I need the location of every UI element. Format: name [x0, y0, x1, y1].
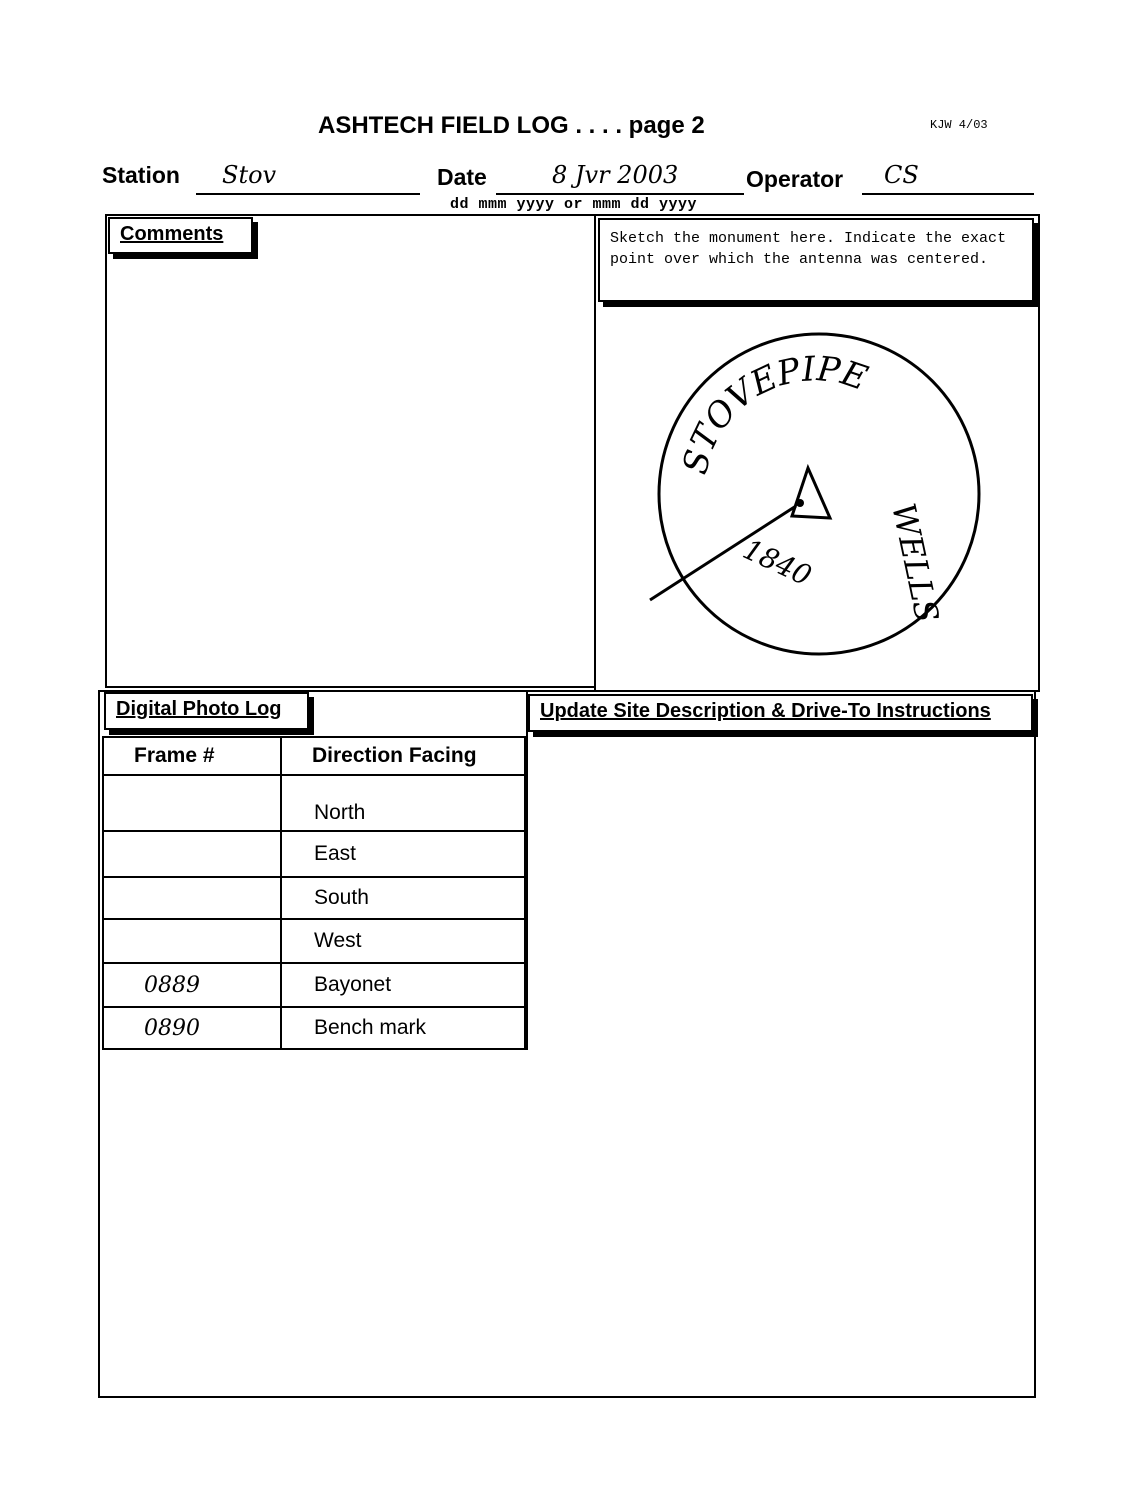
page-title: ASHTECH FIELD LOG . . . . page 2 [318, 112, 705, 139]
direction-cell: South [281, 877, 525, 919]
photo-log-header-row [103, 737, 525, 775]
disk-text-year: 1840 [738, 532, 817, 593]
disk-text-wells: WELLS [884, 499, 947, 626]
site-description-area[interactable] [528, 736, 1030, 1386]
photo-log-header: Digital Photo Log [104, 692, 309, 730]
sketch-instructions: Sketch the monument here. Indicate the exact point over which the antenna was centered. [598, 218, 1034, 302]
revision-code: KJW 4/03 [930, 118, 988, 132]
direction-cell: East [281, 831, 525, 877]
date-field[interactable] [496, 161, 744, 195]
antenna-center-point [796, 499, 804, 507]
monument-sketch [596, 306, 1036, 686]
direction-cell: Bayonet [281, 963, 525, 1007]
comments-panel[interactable] [105, 214, 596, 688]
station-label: Station [102, 162, 180, 188]
table-row [103, 1007, 525, 1049]
direction-cell: Bench mark [281, 1007, 525, 1049]
table-row [103, 919, 525, 963]
column-header-direction: Direction Facing [281, 737, 525, 775]
comments-header: Comments [108, 217, 253, 254]
column-header-frame: Frame # [103, 737, 281, 775]
site-description-header: Update Site Description & Drive-To Instructions [528, 694, 1033, 732]
frame-cell[interactable] [103, 775, 281, 831]
station-field[interactable] [196, 161, 420, 195]
frame-cell[interactable] [103, 877, 281, 919]
disk-text-stovepipe: STOVEPIPE [675, 349, 873, 479]
date-format-hint: dd mmm yyyy or mmm dd yyyy [450, 196, 698, 213]
operator-value: CS [884, 161, 919, 189]
table-row [103, 963, 525, 1007]
table-row [103, 877, 525, 919]
table-row [103, 775, 525, 831]
operator-field[interactable] [862, 161, 1034, 195]
triangle-mark [792, 468, 830, 518]
direction-cell: West [281, 919, 525, 963]
direction-cell: North [281, 775, 525, 831]
operator-label: Operator [746, 166, 844, 192]
table-row [103, 831, 525, 877]
date-value: 8 Jvr 2003 [552, 161, 679, 189]
frame-cell[interactable]: 0889 [103, 963, 281, 1007]
photo-log-table [102, 736, 526, 1050]
station-value: Stov [222, 161, 277, 189]
frame-cell[interactable] [103, 831, 281, 877]
date-label: Date [437, 164, 487, 190]
frame-cell[interactable]: 0890 [103, 1007, 281, 1049]
frame-cell[interactable] [103, 919, 281, 963]
